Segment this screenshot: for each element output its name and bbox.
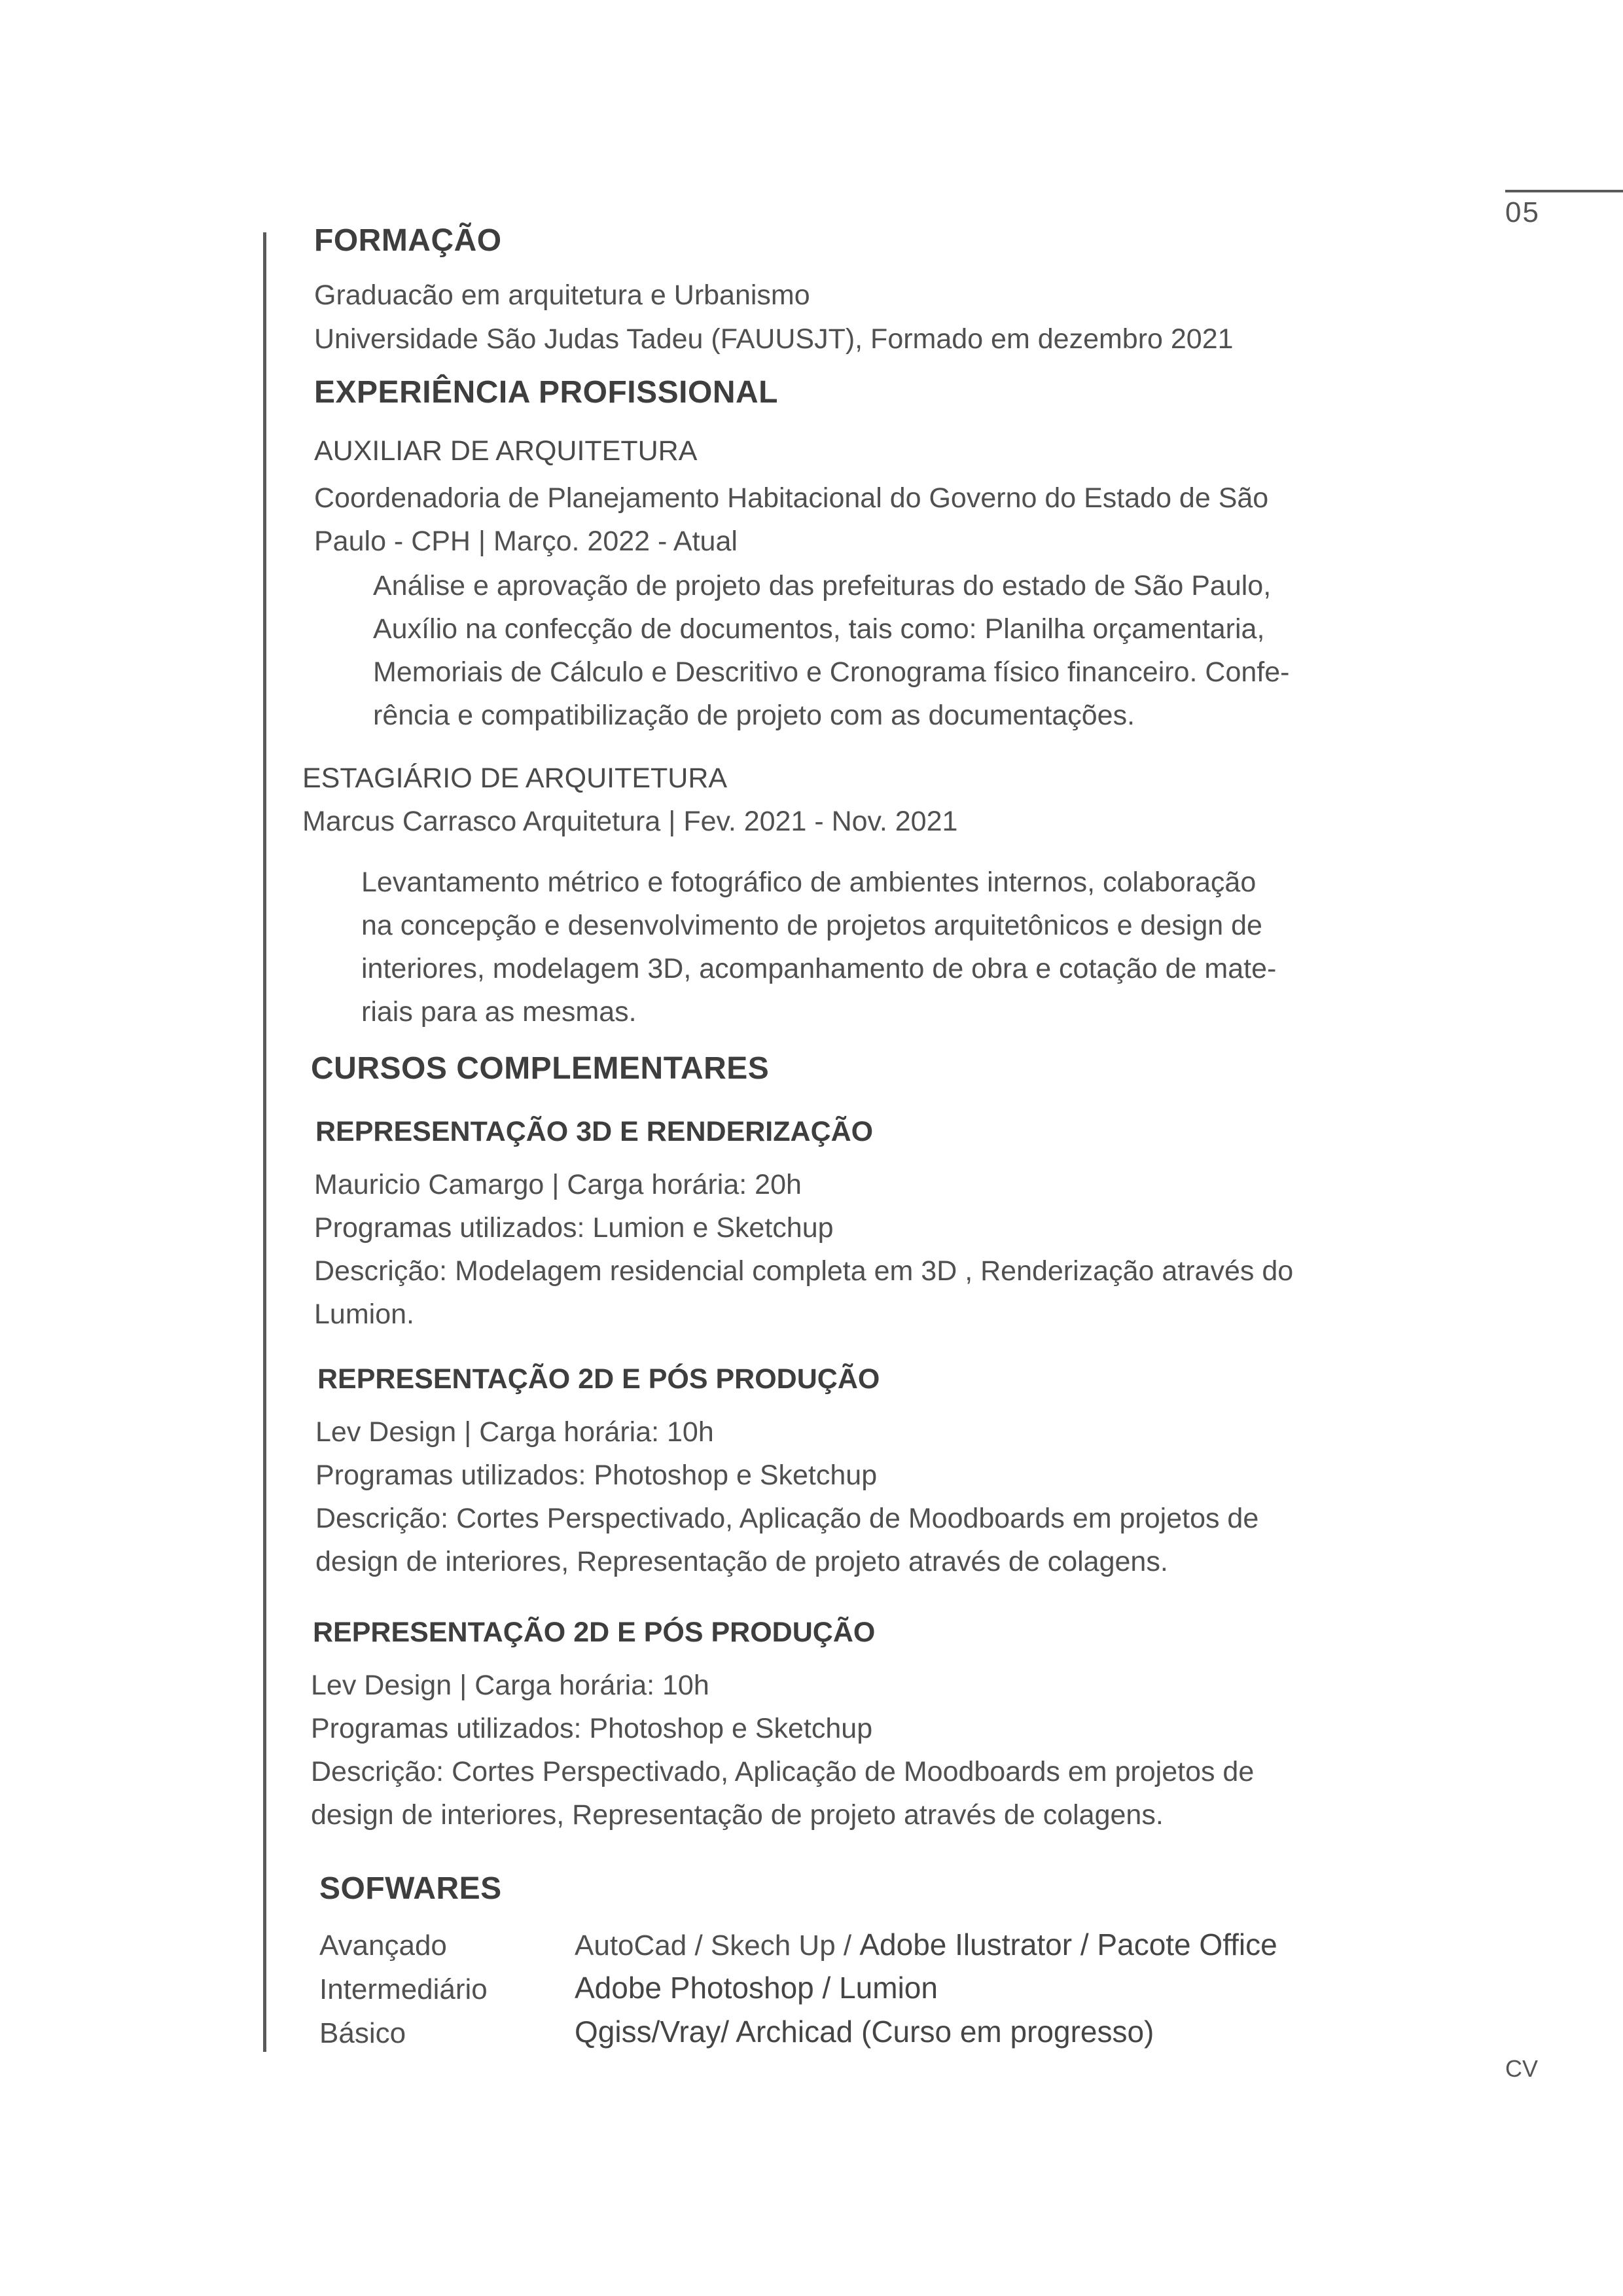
curso-1-title: REPRESENTAÇÃO 3D E RENDERIZAÇÃO	[315, 1116, 874, 1147]
curso-1-line: Programas utilizados: Lumion e Sketchup	[314, 1212, 834, 1244]
curso-2-line: Programas utilizados: Photoshop e Sketchup	[315, 1460, 878, 1491]
job2-role: ESTAGIÁRIO DE ARQUITETURA	[302, 762, 728, 794]
software-value-part: Adobe Photoshop / Lumion	[575, 1971, 938, 2005]
cursos-heading: CURSOS COMPLEMENTARES	[311, 1051, 770, 1086]
formacao-university: Universidade São Judas Tadeu (FAUUSJT), Formado em dezembro 2021	[314, 323, 1234, 355]
curso-2-title: REPRESENTAÇÃO 2D E PÓS PRODUÇÃO	[317, 1363, 880, 1395]
curso-3-line: Programas utilizados: Photoshop e Sketchup	[311, 1713, 873, 1744]
curso-3-line: Lev Design | Carga horária: 10h	[311, 1670, 709, 1701]
job2-desc-line: na concepção e desenvolvimento de projetos arquitetônicos e design de	[361, 910, 1262, 941]
software-level-value	[575, 2014, 1154, 2049]
software-value-part: AutoCad / Skech Up /	[575, 1929, 860, 1962]
curso-2-details	[315, 1410, 1258, 1583]
curso-3-details	[311, 1664, 1254, 1837]
experiencia-heading: EXPERIÊNCIA PROFISSIONAL	[314, 375, 778, 410]
curso-3-line: Descrição: Cortes Perspectivado, Aplicação de Moodboards em projetos de	[311, 1756, 1255, 1787]
job1-desc-line: Análise e aprovação de projeto das prefeituras do estado de São Paulo,	[373, 570, 1272, 601]
left-vertical-rule	[263, 232, 266, 2052]
curso-3-line: design de interiores, Representação de projeto através de colagens.	[311, 1799, 1164, 1831]
formacao-degree: Graduacão em arquitetura e Urbanismo	[314, 279, 810, 311]
job2-desc-line: riais para as mesmas.	[361, 996, 637, 1028]
curso-1-details	[314, 1163, 1293, 1336]
job2-employer: Marcus Carrasco Arquitetura | Fev. 2021 - Nov. 2021	[302, 806, 958, 837]
curso-1-line: Lumion.	[314, 1299, 414, 1330]
curso-2-line: Lev Design | Carga horária: 10h	[315, 1416, 714, 1448]
software-level-value	[575, 1970, 938, 2005]
job2-desc-line: Levantamento métrico e fotográfico de ambientes internos, colaboração	[361, 867, 1257, 898]
curso-3-title: REPRESENTAÇÃO 2D E PÓS PRODUÇÃO	[313, 1617, 876, 1648]
page-number: 05	[1505, 196, 1540, 228]
curso-1-line: Descrição: Modelagem residencial completa em 3D , Renderização através do	[314, 1255, 1294, 1287]
softwares-heading: SOFWARES	[319, 1871, 502, 1906]
footer-label: CV	[1505, 2055, 1539, 2082]
job1-employer	[314, 476, 1268, 563]
job2-desc-line: interiores, modelagem 3D, acompanhamento de obra e cotação de mate-	[361, 953, 1277, 984]
job1-role: AUXILIAR DE ARQUITETURA	[314, 435, 698, 467]
software-level-label: Intermediário	[319, 1973, 488, 2005]
software-level-value	[575, 1927, 1277, 1962]
curso-1-line: Mauricio Camargo | Carga horária: 20h	[314, 1169, 802, 1200]
formacao-heading: FORMAÇÃO	[314, 223, 502, 258]
software-value-part: Adobe Ilustrator / Pacote Office	[859, 1928, 1277, 1962]
software-level-label: Básico	[319, 2017, 406, 2049]
job1-desc-line: Auxílio na confecção de documentos, tais como: Planilha orçamentaria,	[373, 613, 1265, 645]
job2-description	[361, 861, 1276, 1033]
software-level-label: Avançado	[319, 1929, 447, 1962]
curso-2-line: Descrição: Cortes Perspectivado, Aplicação de Moodboards em projetos de	[315, 1503, 1259, 1534]
page-number-rule	[1505, 190, 1623, 192]
job1-desc-line: rência e compatibilização de projeto com as documentações.	[373, 700, 1135, 731]
job1-employer-line: Coordenadoria de Planejamento Habitacional do Governo do Estado de São	[314, 482, 1269, 514]
job1-desc-line: Memoriais de Cálculo e Descritivo e Cronograma físico financeiro. Confe-	[373, 656, 1290, 688]
job1-description	[373, 564, 1289, 737]
job1-employer-line: Paulo - CPH | Março. 2022 - Atual	[314, 526, 738, 557]
curso-2-line: design de interiores, Representação de projeto através de colagens.	[315, 1546, 1168, 1577]
software-value-part: Qgiss/Vray/ Archicad (Curso em progresso)	[575, 2015, 1154, 2049]
